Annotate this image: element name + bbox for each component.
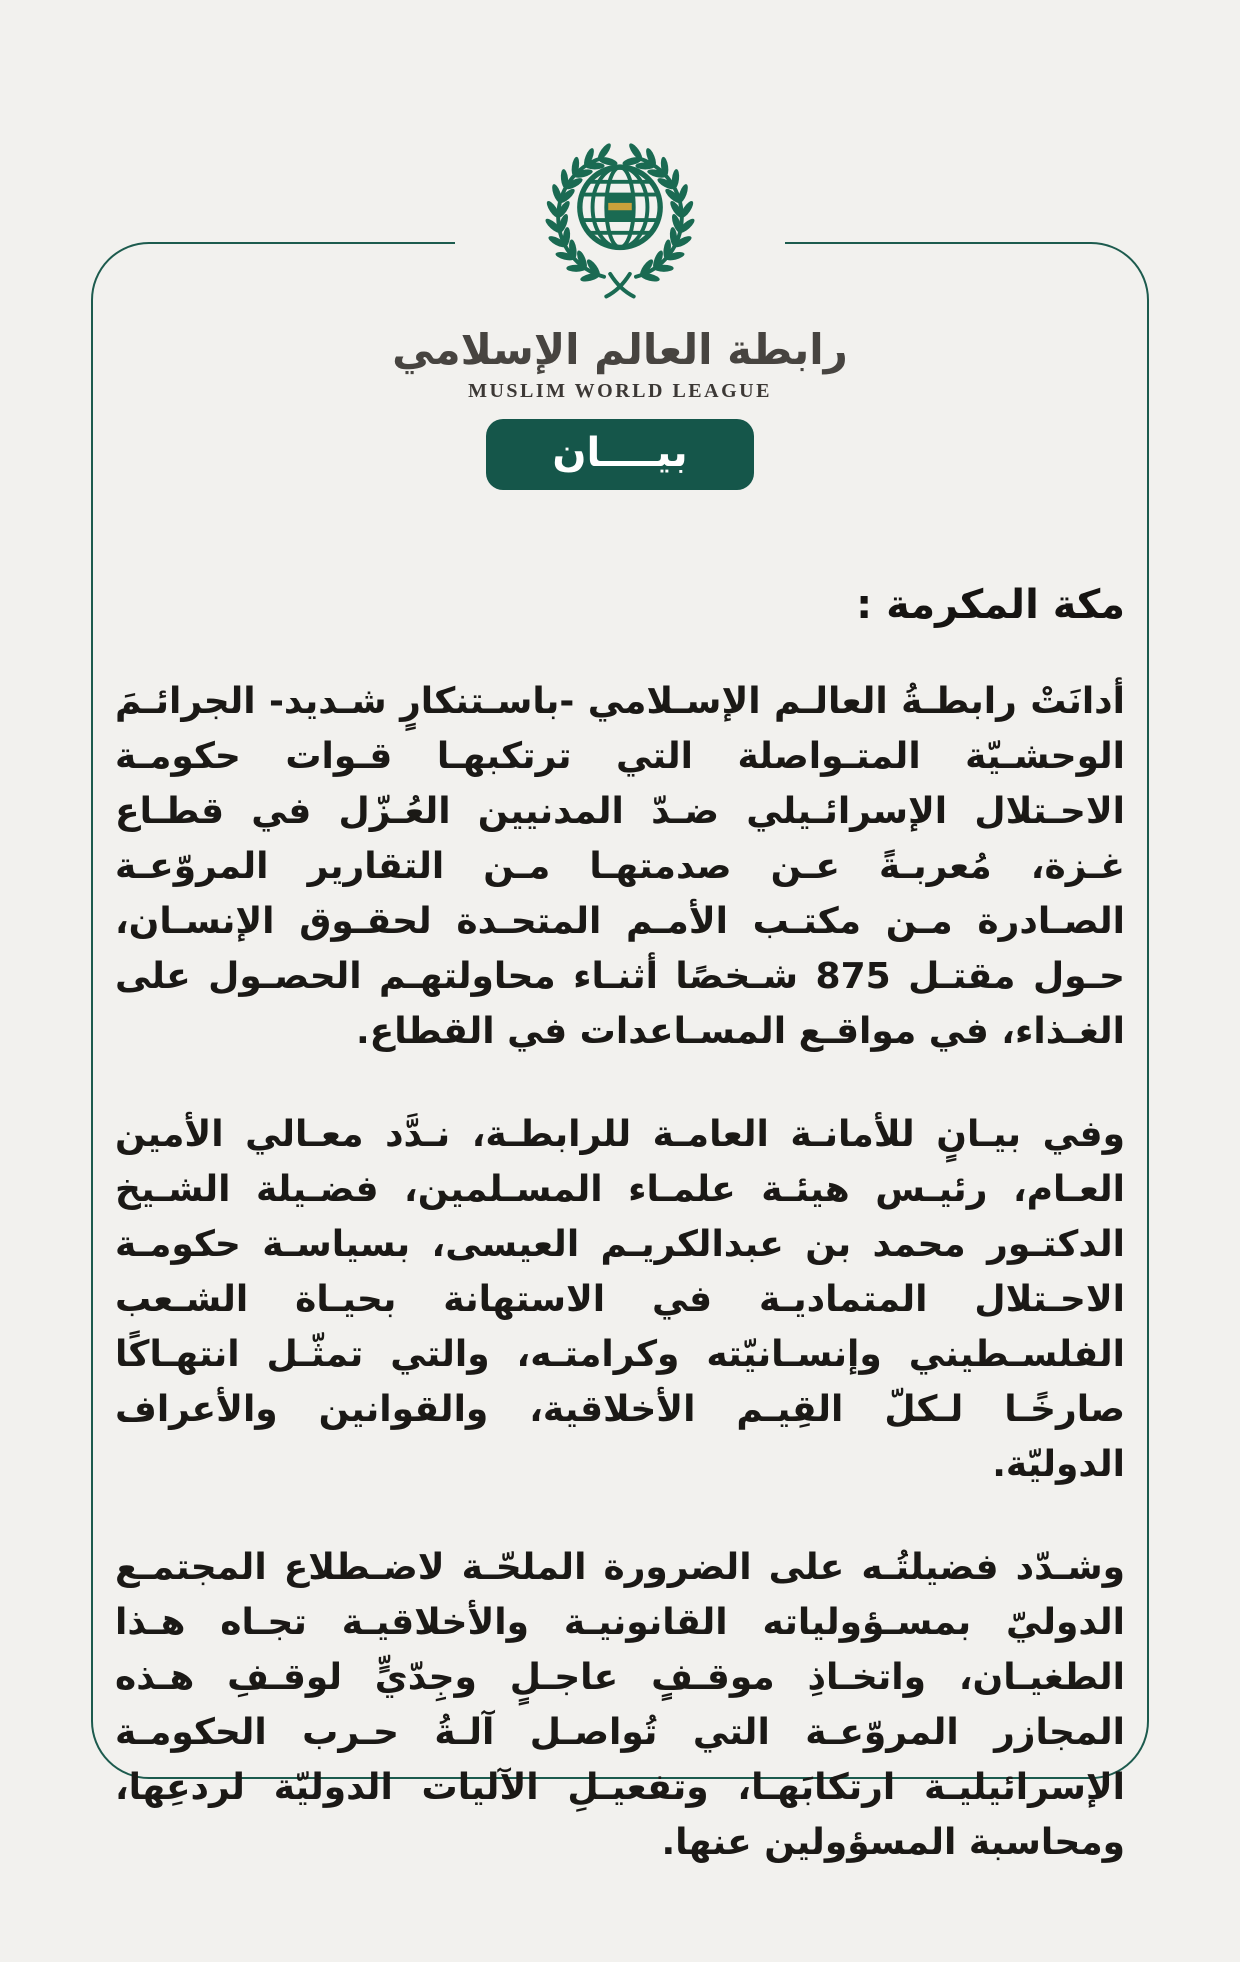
statement-banner-label: بيــــان bbox=[552, 429, 688, 476]
logo-english-name: MUSLIM WORLD LEAGUE bbox=[468, 380, 772, 402]
header bbox=[0, 122, 1240, 490]
wreath-globe-icon bbox=[522, 122, 718, 322]
logo-arabic-calligraphy: رابطة العالم الإسلامي bbox=[392, 325, 848, 374]
statement-banner bbox=[486, 419, 754, 490]
statement-paragraph: وشـدّد فضيلتُـه على الضرورة الملحّـة لاضـطلاع المجتمـع الدوليّ بمسـؤولياته القانونيـة والأخلاقيـة تجـاه هـذا الطغيـان، واتخـاذِ موقـفٍ عاجـلٍ وجِدّيٍّ لوقـفِ هـذه المجازر المروّعـة التي تُواصـل آلـةُ حـرب الحكومـة الإسرائيليـة ارتكابَهـا، وتفعيـلِ الآليات الدوليّة لردعِها، ومحاسبة المسؤولين عنها. bbox=[115, 1547, 1125, 1863]
logo-emblem bbox=[455, 122, 785, 324]
statement-paragraph: أدانَتْ رابطـةُ العالـم الإسـلامي -باسـتنكارٍ شـديد- الجرائـمَ الوحشـيّة المتـواصلة التي ترتكبهـا قـوات حكومـة الاحـتلال الإسرائـيلي ضـدّ المدنيين العُـزّل في قطـاع غـزة، مُعربـةً عـن صدمتهـا مـن التقارير المروّعـة الصـادرة مـن مكتـب الأمـم المتحـدة لحقـوق الإنسـان، حـول مقتـل 875 شـخصًا أثنـاء محاولتهـم الحصـول على الغـذاء، في مواقـع المسـاعدات في القطاع. bbox=[115, 681, 1125, 1052]
document-heading: مكة المكرمة : bbox=[856, 582, 1125, 628]
statement-paragraph: وفي بيـانٍ للأمانـة العامـة للرابطـة، نـدَّد معـالي الأمين العـام، رئيـس هيئـة علمـاء المسـلمين، فضـيلة الشـيخ الدكتـور محمد بن عبدالكريـم العيسى، بسياسـة حكومـة الاحـتلال المتماديـة في الاستهانة بحيـاة الشـعب الفلسـطيني وإنسـانيّته وكرامتـه، والتي تمثّـل انتهـاكًا صارخًـا لـكلّ القِيـم الأخلاقية، والقوانين والأعراف الدوليّة. bbox=[115, 1114, 1125, 1485]
